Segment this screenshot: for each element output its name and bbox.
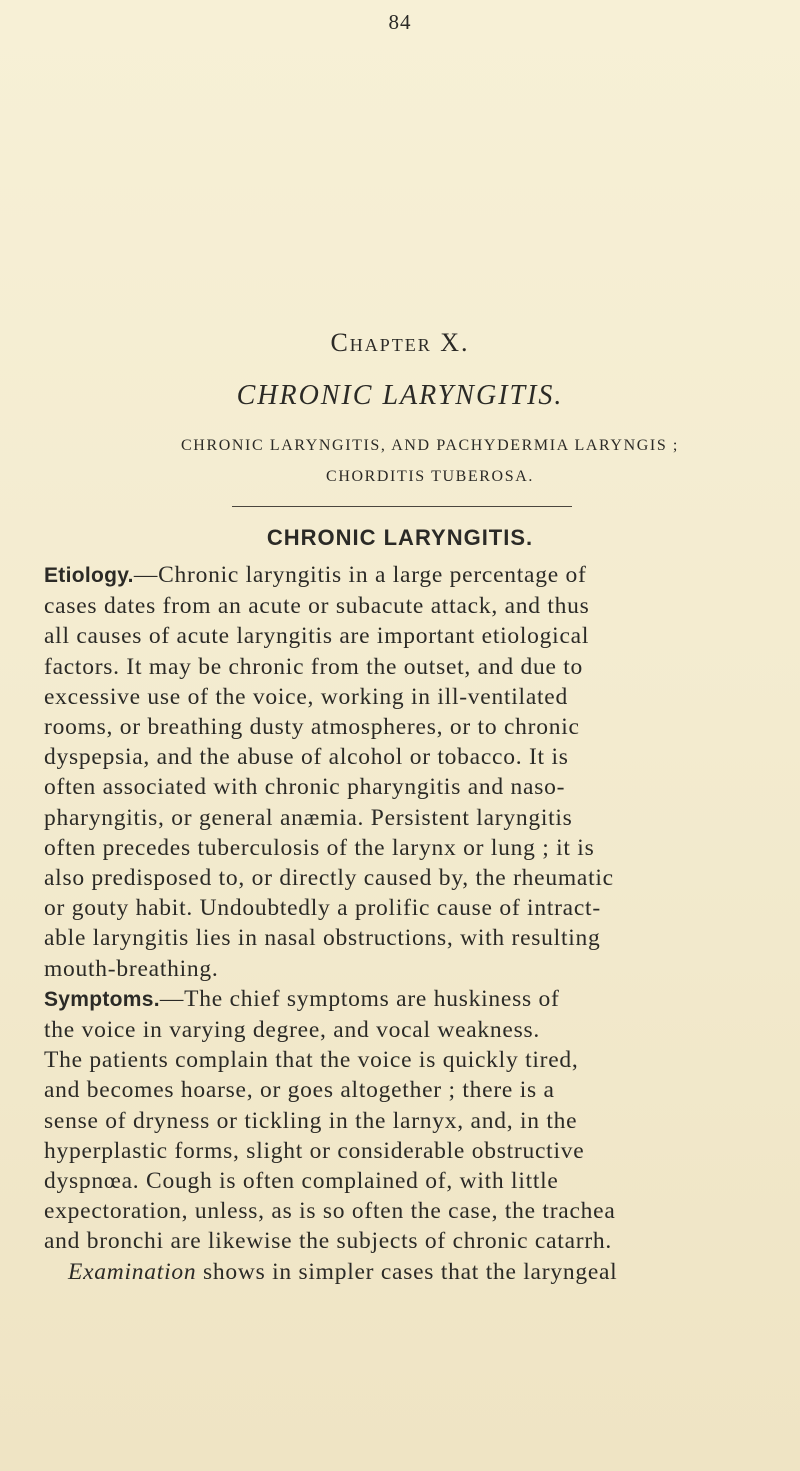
- symptoms-line: and becomes hoarse, or goes altogether ; there is a: [44, 1077, 555, 1104]
- section-divider: [232, 506, 572, 507]
- examination-text: shows in simpler cases that the laryngeal: [196, 1258, 618, 1285]
- examination-line: [44, 1257, 774, 1287]
- etiology-line: pharyngitis, or general anæmia. Persistent laryngitis: [44, 804, 573, 831]
- symptoms-line: expectoration, unless, as is so often the case, the trachea: [44, 1198, 616, 1225]
- symptoms-line-0: [44, 984, 774, 1015]
- symptoms-line: the voice in varying degree, and vocal weakness.: [44, 1017, 541, 1044]
- symptoms-line: hyperplastic forms, slight or considerable obstructive: [44, 1137, 585, 1164]
- etiology-line: or gouty habit. Undoubtedly a prolific cause of intract-: [44, 895, 601, 922]
- symptoms-line: dyspnœa. Cough is often complained of, with little: [44, 1168, 559, 1195]
- etiology-line: factors. It may be chronic from the outset, and due to: [44, 653, 584, 680]
- etiology-line-0: [44, 560, 774, 591]
- chapter-subheading-line1: CHRONIC LARYNGITIS, AND PACHYDERMIA LARYNGIS ;: [181, 437, 679, 454]
- etiology-line: often precedes tuberculosis of the larynx or lung ; it is: [44, 834, 595, 861]
- chapter-title: CHRONIC LARYNGITIS.: [236, 380, 564, 411]
- body-text: [44, 560, 774, 1287]
- etiology-line: excessive use of the voice, working in ill-ventilated: [44, 683, 568, 710]
- etiology-lead: Etiology.: [44, 564, 134, 587]
- chapter-label: Chapter X.: [330, 328, 470, 357]
- etiology-line: mouth-breathing.: [44, 955, 219, 982]
- symptoms-lead: Symptoms.: [44, 987, 160, 1011]
- etiology-line: cases dates from an acute or subacute attack, and thus: [44, 593, 590, 620]
- symptoms-text: —The chief symptoms are huskiness of: [159, 985, 560, 1012]
- etiology-line: often associated with chronic pharyngitis and naso-: [44, 774, 566, 801]
- etiology-line: dyspepsia, and the abuse of alcohol or tobacco. It is: [44, 744, 569, 771]
- symptoms-line: sense of dryness or tickling in the larnyx, and, in the: [44, 1107, 578, 1134]
- etiology-line: all causes of acute laryngitis are important etiological: [44, 623, 590, 650]
- examination-lead: Examination: [68, 1258, 197, 1285]
- page-number: 84: [388, 10, 412, 34]
- chapter-subheading-line2: CHORDITIS TUBEROSA.: [326, 468, 534, 485]
- section-heading: CHRONIC LARYNGITIS.: [266, 525, 534, 550]
- etiology-line: also predisposed to, or directly caused by, the rheumatic: [44, 865, 614, 892]
- etiology-line: able laryngitis lies in nasal obstructions, with resulting: [44, 925, 601, 952]
- symptoms-line: The patients complain that the voice is quickly tired,: [44, 1047, 579, 1074]
- etiology-line: rooms, or breathing dusty atmospheres, or to chronic: [44, 714, 580, 741]
- symptoms-line: and bronchi are likewise the subjects of chronic catarrh.: [44, 1228, 613, 1255]
- etiology-text: —Chronic laryngitis in a large percentage of: [133, 562, 587, 588]
